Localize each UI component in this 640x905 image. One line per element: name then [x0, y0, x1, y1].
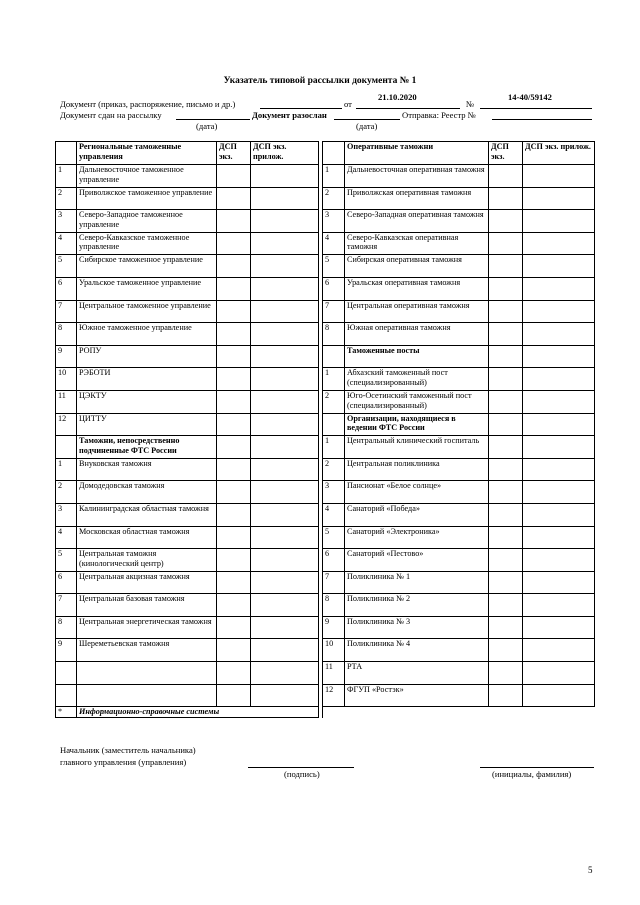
- left-header-dsp-app: ДСП экз. прилож.: [251, 142, 319, 165]
- table-row: [56, 526, 595, 549]
- left-dsp-cell: [217, 549, 251, 572]
- right-row-number: 4: [323, 232, 345, 255]
- right-dsp-app-cell: [523, 684, 595, 707]
- left-row-name: Уральское таможенное управление: [77, 277, 217, 300]
- left-row-name: Центральное таможенное управление: [77, 300, 217, 323]
- right-row-number: 12: [323, 684, 345, 707]
- signature-line: [248, 767, 354, 768]
- left-dsp-app-cell: [251, 503, 319, 526]
- table-row: [56, 616, 595, 639]
- left-row-name: Калининградская областная таможня: [77, 503, 217, 526]
- left-row-number: 5: [56, 549, 77, 572]
- left-row-number: 2: [56, 481, 77, 504]
- right-dsp-app-cell: [523, 639, 595, 662]
- right-row-number: [323, 345, 345, 368]
- left-dsp-cell: [217, 232, 251, 255]
- right-row-number: 8: [323, 594, 345, 617]
- right-header-name: Оперативные таможни: [345, 142, 489, 165]
- left-dsp-cell: [217, 345, 251, 368]
- left-row-number: 9: [56, 345, 77, 368]
- left-dsp-cell: [217, 458, 251, 481]
- right-row-number: 10: [323, 639, 345, 662]
- left-row-number: [56, 684, 77, 707]
- right-row-number: 2: [323, 458, 345, 481]
- right-dsp-app-cell: [523, 549, 595, 572]
- header-num-cell: [323, 142, 345, 165]
- right-row-name: Северо-Кавказская оперативная таможня: [345, 232, 489, 255]
- table-row: [56, 458, 595, 481]
- table-row: [56, 232, 595, 255]
- right-row-number: 2: [323, 390, 345, 413]
- left-dsp-cell: [217, 436, 251, 459]
- left-dsp-cell: [217, 526, 251, 549]
- right-dsp-app-cell: [523, 662, 595, 685]
- right-dsp-cell: [489, 662, 523, 685]
- right-dsp-app-cell: [523, 413, 595, 436]
- left-dsp-app-cell: [251, 616, 319, 639]
- left-row-name: Северо-Западное таможенное управление: [77, 210, 217, 233]
- right-dsp-app-cell: [523, 232, 595, 255]
- right-row-name: Абхазский таможенный пост (специализированный): [345, 368, 489, 391]
- right-dsp-app-cell: [523, 594, 595, 617]
- table-row: [56, 368, 595, 391]
- doc-label: Документ (приказ, распоряжение, письмо и др.): [60, 99, 236, 109]
- right-dsp-app-cell: [523, 323, 595, 346]
- table-row: [56, 277, 595, 300]
- table-row: [56, 684, 595, 707]
- left-dsp-app-cell: [251, 662, 319, 685]
- left-dsp-app-cell: [251, 187, 319, 210]
- right-dsp-app-cell: [523, 187, 595, 210]
- number-underline: [480, 108, 592, 109]
- right-row-number: 6: [323, 549, 345, 572]
- left-dsp-app-cell: [251, 390, 319, 413]
- right-row-number: 1: [323, 368, 345, 391]
- left-dsp-app-cell: [251, 436, 319, 459]
- right-row-number: 11: [323, 662, 345, 685]
- left-dsp-cell: [217, 503, 251, 526]
- right-dsp-cell: [489, 210, 523, 233]
- sent-label: Документ разослан: [252, 110, 327, 120]
- right-row-name: Дальневосточная оперативная таможня: [345, 165, 489, 188]
- right-row-name: Юго-Осетинский таможенный пост (специализированный): [345, 390, 489, 413]
- left-row-name: [77, 684, 217, 707]
- table-row: [56, 436, 595, 459]
- right-dsp-cell: [489, 187, 523, 210]
- left-dsp-app-cell: [251, 594, 319, 617]
- right-dsp-cell: [489, 277, 523, 300]
- left-dsp-app-cell: [251, 684, 319, 707]
- right-dsp-cell: [489, 571, 523, 594]
- distribution-table: [55, 141, 595, 718]
- table-row: [56, 210, 595, 233]
- left-row-name: Центральная таможня (кинологический центр): [77, 549, 217, 572]
- date-underline: [356, 108, 460, 109]
- left-row-name: ЦЭКТУ: [77, 390, 217, 413]
- left-row-name: Центральная базовая таможня: [77, 594, 217, 617]
- right-row-number: 6: [323, 277, 345, 300]
- left-row-number: 4: [56, 526, 77, 549]
- dispatch-underline: [492, 119, 592, 120]
- right-row-name: Поликлиника № 1: [345, 571, 489, 594]
- left-dsp-cell: [217, 255, 251, 278]
- table-row: [56, 165, 595, 188]
- left-dsp-cell: [217, 300, 251, 323]
- right-row-name: Поликлиника № 2: [345, 594, 489, 617]
- left-row-name: Центральная акцизная таможня: [77, 571, 217, 594]
- right-dsp-cell: [489, 549, 523, 572]
- right-row-name: Северо-Западная оперативная таможня: [345, 210, 489, 233]
- right-dsp-app-cell: [523, 616, 595, 639]
- right-dsp-app-cell: [523, 481, 595, 504]
- table-row: [56, 323, 595, 346]
- left-row-name: Северо-Кавказское таможенное управление: [77, 232, 217, 255]
- right-dsp-app-cell: [523, 255, 595, 278]
- right-dsp-cell: [489, 436, 523, 459]
- left-row-number: 2: [56, 187, 77, 210]
- right-row-number: 5: [323, 255, 345, 278]
- right-dsp-cell: [489, 165, 523, 188]
- table-row: [56, 345, 595, 368]
- right-dsp-app-cell: [523, 300, 595, 323]
- right-dsp-cell: [489, 503, 523, 526]
- table-header-row: [56, 142, 595, 165]
- sent-underline: [334, 119, 400, 120]
- right-dsp-app-cell: [523, 390, 595, 413]
- left-dsp-cell: [217, 368, 251, 391]
- doc-type-underline: [260, 108, 342, 109]
- left-dsp-app-cell: [251, 368, 319, 391]
- from-label: от: [344, 99, 352, 109]
- left-dsp-cell: [217, 571, 251, 594]
- left-dsp-cell: [217, 323, 251, 346]
- dispatch-label: Отправка: Реестр №: [402, 110, 476, 120]
- number-value: 14-40/59142: [508, 92, 552, 102]
- position-line-2: главного управления (управления): [60, 757, 187, 767]
- right-header-dsp-app: ДСП экз. прилож.: [523, 142, 595, 165]
- submitted-label: Документ сдан на рассылку: [60, 110, 162, 120]
- left-dsp-app-cell: [251, 413, 319, 436]
- left-row-name: РОПУ: [77, 345, 217, 368]
- right-row-name: Приволжская оперативная таможня: [345, 187, 489, 210]
- right-row-name: Южная оперативная таможня: [345, 323, 489, 346]
- table-row: [56, 255, 595, 278]
- left-row-name: Домодедовская таможня: [77, 481, 217, 504]
- note-empty: [323, 707, 595, 718]
- date-caption-2: (дата): [356, 121, 378, 131]
- left-row-name: ЦИТТУ: [77, 413, 217, 436]
- right-row-name: Поликлиника № 4: [345, 639, 489, 662]
- right-row-number: 2: [323, 187, 345, 210]
- left-row-number: [56, 436, 77, 459]
- right-dsp-app-cell: [523, 526, 595, 549]
- date-caption-1: (дата): [196, 121, 218, 131]
- note-row: [56, 707, 595, 718]
- right-row-name: Центральный клинический госпиталь: [345, 436, 489, 459]
- right-dsp-app-cell: [523, 458, 595, 481]
- left-row-number: 8: [56, 323, 77, 346]
- left-row-name: Таможни, непосредственно подчиненные ФТС России: [77, 436, 217, 459]
- right-row-number: [323, 413, 345, 436]
- left-dsp-app-cell: [251, 300, 319, 323]
- table-row: [56, 390, 595, 413]
- left-dsp-app-cell: [251, 345, 319, 368]
- right-row-name: Центральная оперативная таможня: [345, 300, 489, 323]
- left-dsp-app-cell: [251, 639, 319, 662]
- right-row-number: 9: [323, 616, 345, 639]
- right-dsp-app-cell: [523, 503, 595, 526]
- right-row-name: Организации, находящиеся в ведении ФТС России: [345, 413, 489, 436]
- left-dsp-cell: [217, 187, 251, 210]
- right-row-name: Уральская оперативная таможня: [345, 277, 489, 300]
- right-dsp-cell: [489, 368, 523, 391]
- note-mark: *: [56, 707, 77, 718]
- right-row-name: РТА: [345, 662, 489, 685]
- table-row: [56, 187, 595, 210]
- name-line: [480, 767, 594, 768]
- right-row-number: 1: [323, 436, 345, 459]
- left-row-number: 7: [56, 594, 77, 617]
- right-row-name: ФГУП «Ростэк»: [345, 684, 489, 707]
- left-row-number: 7: [56, 300, 77, 323]
- left-row-number: 5: [56, 255, 77, 278]
- left-row-name: [77, 662, 217, 685]
- right-dsp-cell: [489, 481, 523, 504]
- left-dsp-cell: [217, 684, 251, 707]
- left-dsp-app-cell: [251, 165, 319, 188]
- right-row-name: Поликлиника № 3: [345, 616, 489, 639]
- right-dsp-app-cell: [523, 345, 595, 368]
- name-caption: (инициалы, фамилия): [492, 769, 572, 779]
- left-header-name: Региональные таможенные управления: [77, 142, 217, 165]
- left-row-number: 1: [56, 458, 77, 481]
- left-row-name: Дальневосточное таможенное управление: [77, 165, 217, 188]
- table-row: [56, 413, 595, 436]
- right-dsp-cell: [489, 345, 523, 368]
- right-dsp-cell: [489, 458, 523, 481]
- right-dsp-cell: [489, 300, 523, 323]
- left-dsp-cell: [217, 390, 251, 413]
- right-row-number: 8: [323, 323, 345, 346]
- right-row-number: 7: [323, 571, 345, 594]
- right-row-name: Пансионат «Белое солнце»: [345, 481, 489, 504]
- right-dsp-cell: [489, 526, 523, 549]
- right-row-number: 3: [323, 210, 345, 233]
- table-row: [56, 662, 595, 685]
- number-label: №: [466, 99, 475, 109]
- left-dsp-cell: [217, 165, 251, 188]
- left-dsp-app-cell: [251, 481, 319, 504]
- right-row-number: 5: [323, 526, 345, 549]
- right-dsp-cell: [489, 639, 523, 662]
- right-row-name: Санаторий «Электроника»: [345, 526, 489, 549]
- left-row-number: 3: [56, 503, 77, 526]
- left-row-number: 10: [56, 368, 77, 391]
- left-dsp-app-cell: [251, 232, 319, 255]
- table-row: [56, 549, 595, 572]
- left-row-name: Шереметьевская таможня: [77, 639, 217, 662]
- left-row-number: 6: [56, 571, 77, 594]
- left-dsp-cell: [217, 277, 251, 300]
- right-row-name: Санаторий «Победа»: [345, 503, 489, 526]
- right-dsp-app-cell: [523, 210, 595, 233]
- left-dsp-app-cell: [251, 571, 319, 594]
- left-dsp-cell: [217, 481, 251, 504]
- left-dsp-cell: [217, 639, 251, 662]
- left-row-name: Московская областная таможня: [77, 526, 217, 549]
- left-row-name: Центральная энергетическая таможня: [77, 616, 217, 639]
- left-dsp-app-cell: [251, 255, 319, 278]
- left-row-name: Сибирское таможенное управление: [77, 255, 217, 278]
- right-dsp-app-cell: [523, 571, 595, 594]
- right-row-name: Санаторий «Пестово»: [345, 549, 489, 572]
- table-row: [56, 481, 595, 504]
- left-dsp-app-cell: [251, 458, 319, 481]
- right-dsp-cell: [489, 616, 523, 639]
- left-row-name: Южное таможенное управление: [77, 323, 217, 346]
- right-dsp-cell: [489, 594, 523, 617]
- right-row-number: 4: [323, 503, 345, 526]
- left-dsp-app-cell: [251, 526, 319, 549]
- table-row: [56, 300, 595, 323]
- right-dsp-cell: [489, 390, 523, 413]
- right-row-number: 3: [323, 481, 345, 504]
- right-dsp-cell: [489, 323, 523, 346]
- right-header-dsp: ДСП экз.: [489, 142, 523, 165]
- left-row-number: 1: [56, 165, 77, 188]
- table-row: [56, 503, 595, 526]
- left-dsp-cell: [217, 594, 251, 617]
- left-dsp-cell: [217, 210, 251, 233]
- left-header-dsp: ДСП экз.: [217, 142, 251, 165]
- right-row-name: Таможенные посты: [345, 345, 489, 368]
- left-dsp-app-cell: [251, 210, 319, 233]
- date-value: 21.10.2020: [378, 92, 417, 102]
- right-dsp-app-cell: [523, 436, 595, 459]
- left-row-number: 11: [56, 390, 77, 413]
- table-row: [56, 571, 595, 594]
- left-row-number: 3: [56, 210, 77, 233]
- right-dsp-app-cell: [523, 368, 595, 391]
- right-row-number: 1: [323, 165, 345, 188]
- left-row-number: [56, 662, 77, 685]
- right-dsp-cell: [489, 684, 523, 707]
- right-row-name: Сибирская оперативная таможня: [345, 255, 489, 278]
- left-dsp-cell: [217, 662, 251, 685]
- table-row: [56, 594, 595, 617]
- position-line-1: Начальник (заместитель начальника): [60, 745, 196, 755]
- document-title: Указатель типовой рассылки документа № 1: [223, 76, 417, 86]
- header-num-cell: [56, 142, 77, 165]
- left-row-number: 8: [56, 616, 77, 639]
- left-row-name: РЭБОТИ: [77, 368, 217, 391]
- right-dsp-cell: [489, 255, 523, 278]
- right-dsp-app-cell: [523, 277, 595, 300]
- left-dsp-app-cell: [251, 549, 319, 572]
- left-row-number: 6: [56, 277, 77, 300]
- left-dsp-app-cell: [251, 323, 319, 346]
- right-dsp-cell: [489, 232, 523, 255]
- left-row-name: Приволжское таможенное управление: [77, 187, 217, 210]
- right-row-name: Центральная поликлиника: [345, 458, 489, 481]
- left-row-name: Внуковская таможня: [77, 458, 217, 481]
- note-text: Информационно-справочные системы: [77, 707, 319, 718]
- left-row-number: 9: [56, 639, 77, 662]
- signature-caption: (подпись): [284, 769, 320, 779]
- page-number: 5: [588, 865, 593, 875]
- submitted-underline: [176, 119, 250, 120]
- table-row: [56, 639, 595, 662]
- right-dsp-cell: [489, 413, 523, 436]
- left-row-number: 4: [56, 232, 77, 255]
- left-dsp-app-cell: [251, 277, 319, 300]
- left-row-number: 12: [56, 413, 77, 436]
- right-row-number: 7: [323, 300, 345, 323]
- right-dsp-app-cell: [523, 165, 595, 188]
- left-dsp-cell: [217, 413, 251, 436]
- left-dsp-cell: [217, 616, 251, 639]
